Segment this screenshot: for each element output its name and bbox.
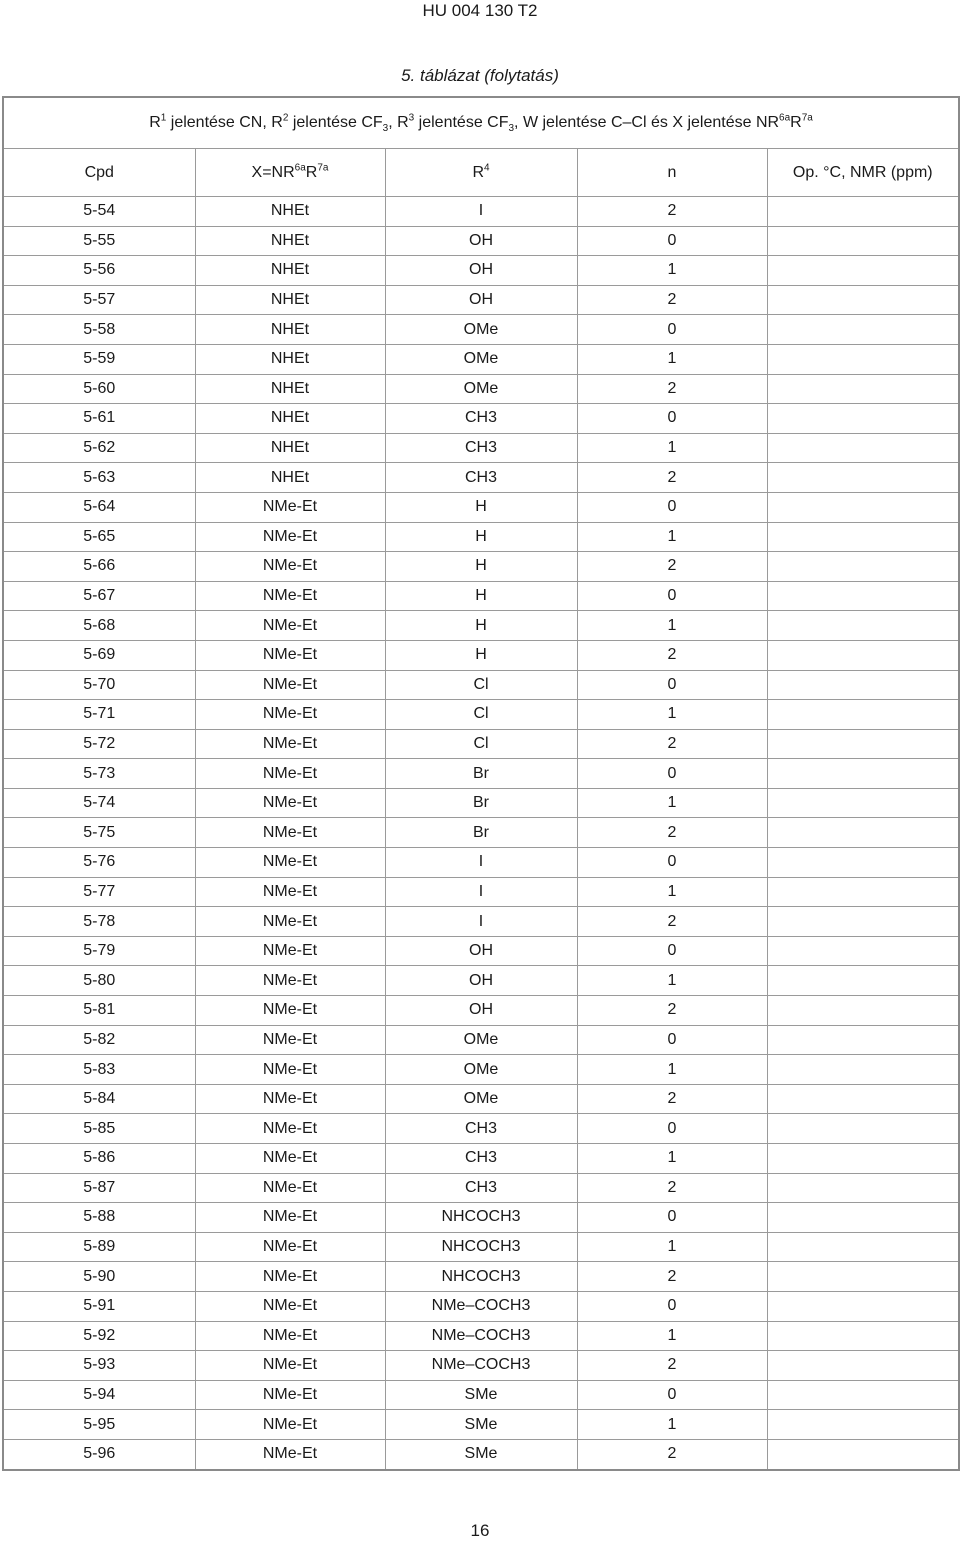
cell-n: 1: [577, 522, 767, 552]
table-row: [3, 640, 959, 670]
cell-n: 1: [577, 433, 767, 463]
condition-r1-label: R: [149, 114, 161, 131]
cell-n: 2: [577, 1439, 767, 1469]
cell-x: NMe-Et: [195, 907, 385, 937]
cell-x: NMe-Et: [195, 552, 385, 582]
cell-r4: Cl: [385, 700, 577, 730]
table-row: [3, 1084, 959, 1114]
table-row: [3, 996, 959, 1026]
table-row: [3, 552, 959, 582]
cell-r4: OMe: [385, 1055, 577, 1085]
table-row: [3, 848, 959, 878]
cell-n: 2: [577, 818, 767, 848]
cell-x: NMe-Et: [195, 877, 385, 907]
table-row: [3, 670, 959, 700]
cell-x: NMe-Et: [195, 670, 385, 700]
cell-x: NMe-Et: [195, 1114, 385, 1144]
cell-n: 2: [577, 729, 767, 759]
condition-r2-sup: 2: [282, 112, 289, 124]
cell-op: [767, 1144, 959, 1174]
cell-cpd: 5-56: [3, 256, 195, 286]
cell-n: 0: [577, 1025, 767, 1055]
cell-r4: SMe: [385, 1410, 577, 1440]
header-x-sup1: 6a: [294, 162, 306, 174]
cell-n: 0: [577, 848, 767, 878]
condition-r3-text: jelentése CF: [414, 114, 509, 131]
table-row: [3, 197, 959, 227]
cell-n: 0: [577, 936, 767, 966]
condition-row: [3, 97, 959, 149]
cell-op: [767, 788, 959, 818]
condition-r2-sub: 3: [382, 123, 389, 135]
table-row: [3, 1262, 959, 1292]
cell-n: 1: [577, 1144, 767, 1174]
cell-n: 1: [577, 788, 767, 818]
header-n: n: [577, 149, 767, 197]
cell-cpd: 5-92: [3, 1321, 195, 1351]
cell-op: [767, 759, 959, 789]
cell-op: [767, 522, 959, 552]
table-row: [3, 1114, 959, 1144]
condition-r1-text: jelentése CN, R: [166, 114, 283, 131]
cell-op: [767, 966, 959, 996]
cell-r4: OH: [385, 226, 577, 256]
cell-x: NMe-Et: [195, 1380, 385, 1410]
cell-op: [767, 1173, 959, 1203]
cell-r4: H: [385, 640, 577, 670]
cell-r4: NHCOCH3: [385, 1262, 577, 1292]
cell-n: 1: [577, 700, 767, 730]
table-row: [3, 788, 959, 818]
cell-r4: SMe: [385, 1380, 577, 1410]
cell-cpd: 5-79: [3, 936, 195, 966]
cell-x: NHEt: [195, 433, 385, 463]
header-cpd: Cpd: [3, 149, 195, 197]
condition-r3-prefix: , R: [388, 114, 409, 131]
cell-r4: Br: [385, 759, 577, 789]
cell-r4: H: [385, 581, 577, 611]
cell-n: 2: [577, 463, 767, 493]
cell-cpd: 5-58: [3, 315, 195, 345]
cell-x: NMe-Et: [195, 1321, 385, 1351]
cell-cpd: 5-96: [3, 1439, 195, 1469]
table-row: [3, 877, 959, 907]
cell-x: NMe-Et: [195, 1262, 385, 1292]
cell-r4: CH3: [385, 1114, 577, 1144]
cell-r4: SMe: [385, 1439, 577, 1469]
cell-n: 1: [577, 966, 767, 996]
table-row: [3, 226, 959, 256]
cell-op: [767, 404, 959, 434]
cell-cpd: 5-64: [3, 492, 195, 522]
table-row: [3, 700, 959, 730]
cell-cpd: 5-89: [3, 1232, 195, 1262]
cell-cpd: 5-69: [3, 640, 195, 670]
cell-op: [767, 226, 959, 256]
cell-n: 2: [577, 640, 767, 670]
cell-n: 0: [577, 315, 767, 345]
cell-n: 1: [577, 877, 767, 907]
condition-x-sup2: 7a: [801, 112, 813, 124]
cell-x: NMe-Et: [195, 640, 385, 670]
condition-w-text: , W jelentése C–Cl és X jelentése NR: [514, 114, 780, 131]
cell-op: [767, 700, 959, 730]
cell-cpd: 5-62: [3, 433, 195, 463]
cell-n: 1: [577, 1232, 767, 1262]
table-row: [3, 759, 959, 789]
cell-r4: CH3: [385, 463, 577, 493]
cell-r4: OH: [385, 966, 577, 996]
cell-x: NHEt: [195, 344, 385, 374]
cell-op: [767, 374, 959, 404]
cell-r4: H: [385, 492, 577, 522]
cell-x: NHEt: [195, 285, 385, 315]
cell-op: [767, 670, 959, 700]
cell-n: 0: [577, 492, 767, 522]
cell-cpd: 5-74: [3, 788, 195, 818]
cell-cpd: 5-68: [3, 611, 195, 641]
cell-cpd: 5-94: [3, 1380, 195, 1410]
cell-r4: I: [385, 877, 577, 907]
cell-cpd: 5-91: [3, 1291, 195, 1321]
header-row: [3, 149, 959, 197]
cell-x: NHEt: [195, 374, 385, 404]
table-row: [3, 1025, 959, 1055]
cell-n: 1: [577, 1055, 767, 1085]
cell-cpd: 5-84: [3, 1084, 195, 1114]
cell-x: NMe-Et: [195, 1439, 385, 1469]
cell-op: [767, 936, 959, 966]
cell-op: [767, 1084, 959, 1114]
header-x: [195, 149, 385, 197]
cell-x: NHEt: [195, 404, 385, 434]
table-row: [3, 1380, 959, 1410]
table-row: [3, 315, 959, 345]
cell-op: [767, 581, 959, 611]
cell-op: [767, 996, 959, 1026]
cell-op: [767, 640, 959, 670]
condition-r2-text: jelentése CF: [288, 114, 383, 131]
cell-n: 2: [577, 374, 767, 404]
table-row: [3, 1351, 959, 1381]
cell-cpd: 5-90: [3, 1262, 195, 1292]
cell-cpd: 5-80: [3, 966, 195, 996]
table-row: [3, 818, 959, 848]
cell-cpd: 5-73: [3, 759, 195, 789]
cell-x: NMe-Et: [195, 522, 385, 552]
cell-r4: H: [385, 611, 577, 641]
cell-n: 1: [577, 1410, 767, 1440]
cell-n: 2: [577, 552, 767, 582]
cell-cpd: 5-55: [3, 226, 195, 256]
table-row: [3, 907, 959, 937]
header-r4-prefix: R: [472, 163, 484, 181]
cell-op: [767, 1321, 959, 1351]
cell-op: [767, 1114, 959, 1144]
condition-x-mid: R: [790, 114, 802, 131]
cell-op: [767, 463, 959, 493]
header-r4-sup: 4: [484, 162, 490, 174]
cell-n: 0: [577, 1203, 767, 1233]
cell-x: NHEt: [195, 256, 385, 286]
cell-r4: NHCOCH3: [385, 1232, 577, 1262]
table-row: [3, 433, 959, 463]
cell-r4: CH3: [385, 404, 577, 434]
cell-cpd: 5-83: [3, 1055, 195, 1085]
cell-r4: Br: [385, 818, 577, 848]
cell-cpd: 5-81: [3, 996, 195, 1026]
cell-n: 0: [577, 1114, 767, 1144]
table-row: [3, 936, 959, 966]
cell-op: [767, 907, 959, 937]
cell-r4: Cl: [385, 729, 577, 759]
cell-r4: NHCOCH3: [385, 1203, 577, 1233]
cell-x: NMe-Et: [195, 729, 385, 759]
cell-r4: I: [385, 848, 577, 878]
table-row: [3, 522, 959, 552]
header-x-mid: R: [305, 163, 318, 181]
cell-op: [767, 1055, 959, 1085]
cell-cpd: 5-70: [3, 670, 195, 700]
table-row: [3, 1232, 959, 1262]
cell-x: NMe-Et: [195, 936, 385, 966]
cell-op: [767, 256, 959, 286]
table-row: [3, 1173, 959, 1203]
cell-n: 2: [577, 996, 767, 1026]
table-row: [3, 256, 959, 286]
cell-r4: CH3: [385, 1173, 577, 1203]
cell-r4: OMe: [385, 374, 577, 404]
cell-cpd: 5-75: [3, 818, 195, 848]
cell-op: [767, 1439, 959, 1469]
cell-r4: OH: [385, 256, 577, 286]
cell-r4: I: [385, 197, 577, 227]
cell-x: NHEt: [195, 463, 385, 493]
cell-n: 2: [577, 1173, 767, 1203]
cell-r4: NMe–COCH3: [385, 1321, 577, 1351]
document-id: HU 004 130 T2: [422, 1, 538, 20]
cell-op: [767, 848, 959, 878]
table-row: [3, 1144, 959, 1174]
cell-op: [767, 1232, 959, 1262]
cell-x: NMe-Et: [195, 492, 385, 522]
cell-n: 0: [577, 670, 767, 700]
cell-r4: NMe–COCH3: [385, 1291, 577, 1321]
table-row: [3, 344, 959, 374]
condition-r3-sup: 3: [408, 112, 415, 124]
cell-x: NMe-Et: [195, 996, 385, 1026]
cell-x: NMe-Et: [195, 1055, 385, 1085]
table-row: [3, 492, 959, 522]
header-x-sup2: 7a: [317, 162, 329, 174]
cell-cpd: 5-66: [3, 552, 195, 582]
cell-n: 0: [577, 226, 767, 256]
table-row: [3, 1055, 959, 1085]
cell-x: NMe-Et: [195, 966, 385, 996]
cell-r4: CH3: [385, 433, 577, 463]
table-row: [3, 1291, 959, 1321]
cell-x: NMe-Et: [195, 1025, 385, 1055]
header-op: Op. °C, NMR (ppm): [767, 149, 959, 197]
table-body: [3, 97, 959, 1470]
cell-x: NMe-Et: [195, 818, 385, 848]
cell-op: [767, 818, 959, 848]
cell-op: [767, 433, 959, 463]
cell-cpd: 5-86: [3, 1144, 195, 1174]
cell-r4: OH: [385, 285, 577, 315]
cell-n: 2: [577, 907, 767, 937]
cell-cpd: 5-60: [3, 374, 195, 404]
cell-n: 2: [577, 1084, 767, 1114]
cell-x: NMe-Et: [195, 1232, 385, 1262]
cell-op: [767, 1410, 959, 1440]
cell-x: NHEt: [195, 226, 385, 256]
cell-op: [767, 611, 959, 641]
cell-r4: I: [385, 907, 577, 937]
cell-x: NMe-Et: [195, 1291, 385, 1321]
cell-r4: OMe: [385, 1025, 577, 1055]
table-row: [3, 581, 959, 611]
cell-r4: NMe–COCH3: [385, 1351, 577, 1381]
cell-op: [767, 344, 959, 374]
cell-r4: CH3: [385, 1144, 577, 1174]
cell-cpd: 5-54: [3, 197, 195, 227]
cell-x: NMe-Et: [195, 611, 385, 641]
condition-r3-sub: 3: [508, 123, 515, 135]
table-row: [3, 1439, 959, 1469]
table-title: 5. táblázat (folytatás): [401, 66, 559, 85]
cell-n: 1: [577, 611, 767, 641]
table-row: [3, 1321, 959, 1351]
table-row: [3, 729, 959, 759]
cell-n: 2: [577, 197, 767, 227]
cell-x: NMe-Et: [195, 700, 385, 730]
cell-x: NMe-Et: [195, 759, 385, 789]
cell-n: 2: [577, 1351, 767, 1381]
cell-op: [767, 1025, 959, 1055]
condition-cell: [3, 97, 959, 149]
cell-x: NMe-Et: [195, 1173, 385, 1203]
cell-r4: OMe: [385, 1084, 577, 1114]
cell-cpd: 5-87: [3, 1173, 195, 1203]
cell-cpd: 5-88: [3, 1203, 195, 1233]
cell-r4: OH: [385, 936, 577, 966]
cell-r4: H: [385, 522, 577, 552]
table-row: [3, 966, 959, 996]
table-row: [3, 285, 959, 315]
cell-cpd: 5-85: [3, 1114, 195, 1144]
cell-x: NMe-Et: [195, 788, 385, 818]
cell-n: 2: [577, 1262, 767, 1292]
cell-n: 0: [577, 1291, 767, 1321]
cell-cpd: 5-67: [3, 581, 195, 611]
cell-x: NMe-Et: [195, 848, 385, 878]
cell-n: 1: [577, 256, 767, 286]
header-r4: [385, 149, 577, 197]
cell-r4: OMe: [385, 344, 577, 374]
cell-cpd: 5-93: [3, 1351, 195, 1381]
cell-x: NMe-Et: [195, 1410, 385, 1440]
cell-x: NMe-Et: [195, 1351, 385, 1381]
cell-op: [767, 285, 959, 315]
cell-n: 1: [577, 1321, 767, 1351]
cell-op: [767, 1203, 959, 1233]
cell-op: [767, 877, 959, 907]
cell-n: 0: [577, 404, 767, 434]
table-row: [3, 374, 959, 404]
header-x-prefix: X=NR: [251, 163, 295, 181]
cell-op: [767, 1291, 959, 1321]
cell-r4: H: [385, 552, 577, 582]
compound-table: [2, 96, 960, 1471]
table-row: [3, 463, 959, 493]
cell-cpd: 5-61: [3, 404, 195, 434]
cell-n: 1: [577, 344, 767, 374]
cell-op: [767, 729, 959, 759]
table-row: [3, 1410, 959, 1440]
cell-op: [767, 492, 959, 522]
cell-op: [767, 1351, 959, 1381]
table-row: [3, 611, 959, 641]
page-number: 16: [470, 1521, 490, 1540]
cell-x: NMe-Et: [195, 1144, 385, 1174]
condition-r1-sup: 1: [160, 112, 167, 124]
cell-cpd: 5-95: [3, 1410, 195, 1440]
cell-n: 0: [577, 759, 767, 789]
table-row: [3, 404, 959, 434]
cell-cpd: 5-77: [3, 877, 195, 907]
cell-x: NMe-Et: [195, 581, 385, 611]
cell-x: NHEt: [195, 197, 385, 227]
cell-n: 0: [577, 1380, 767, 1410]
cell-cpd: 5-82: [3, 1025, 195, 1055]
cell-op: [767, 1262, 959, 1292]
cell-cpd: 5-65: [3, 522, 195, 552]
cell-cpd: 5-57: [3, 285, 195, 315]
cell-op: [767, 1380, 959, 1410]
cell-cpd: 5-71: [3, 700, 195, 730]
cell-cpd: 5-63: [3, 463, 195, 493]
cell-n: 0: [577, 581, 767, 611]
cell-n: 2: [577, 285, 767, 315]
cell-cpd: 5-78: [3, 907, 195, 937]
cell-op: [767, 315, 959, 345]
table-row: [3, 1203, 959, 1233]
cell-r4: Cl: [385, 670, 577, 700]
cell-cpd: 5-76: [3, 848, 195, 878]
cell-x: NMe-Et: [195, 1084, 385, 1114]
cell-cpd: 5-72: [3, 729, 195, 759]
condition-x-sup1: 6a: [779, 112, 791, 124]
cell-x: NMe-Et: [195, 1203, 385, 1233]
cell-r4: OMe: [385, 315, 577, 345]
cell-op: [767, 552, 959, 582]
cell-op: [767, 197, 959, 227]
cell-cpd: 5-59: [3, 344, 195, 374]
cell-r4: OH: [385, 996, 577, 1026]
cell-r4: Br: [385, 788, 577, 818]
cell-x: NHEt: [195, 315, 385, 345]
